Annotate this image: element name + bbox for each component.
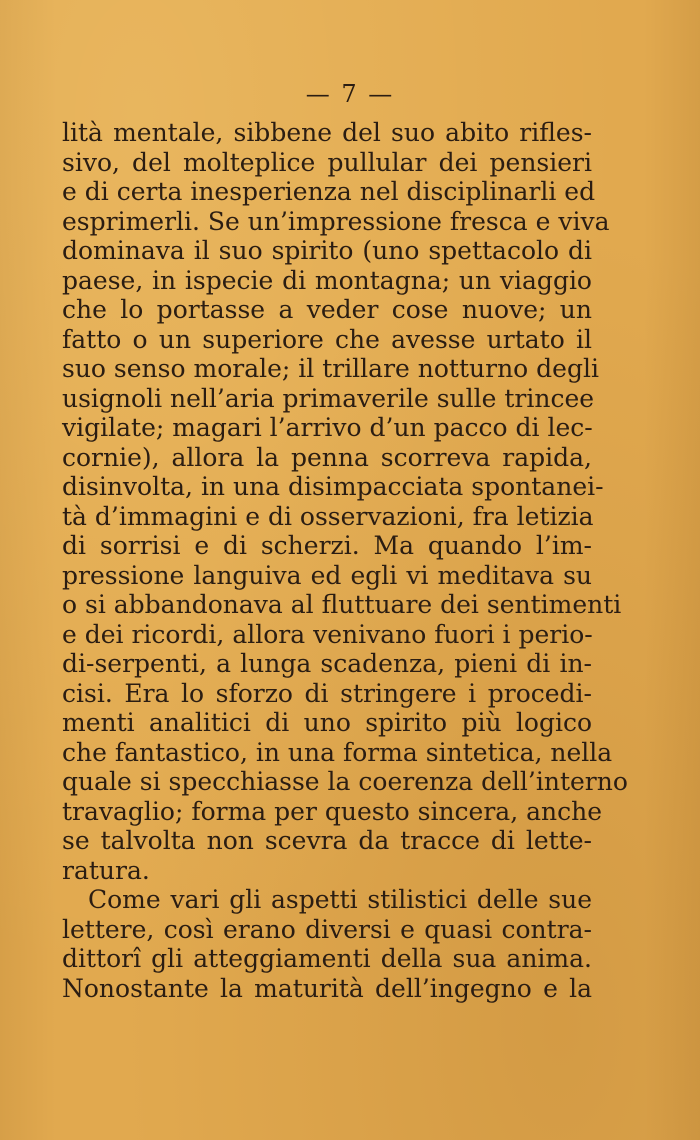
paragraph-end-line: ratura. [62, 855, 150, 885]
text-line: quale si specchiasse la coerenza dell’interno [62, 767, 628, 796]
text-line: fatto o un superiore che avesse urtato il [62, 324, 592, 354]
text-line: usignoli nell’aria primaverile sulle trincee [62, 383, 595, 413]
text-line: e dei ricordi, allora venivano fuori i perio- [62, 619, 593, 649]
text-line: esprimerli. Se un’impressione fresca e viva [62, 206, 610, 236]
text-line: che lo portasse a veder cose nuove; un [62, 295, 592, 324]
text-line: vigilate; magari l’arrivo d’un pacco di lec- [62, 413, 593, 442]
text-line: suo senso morale; il trillare notturno degli [62, 354, 599, 383]
text-line: di-serpenti, a lunga scadenza, pieni di in- [62, 649, 592, 678]
text-line: che fantastico, in una forma sintetica, nella [62, 737, 613, 767]
text-line: o si abbandonava al fluttuare dei sentimenti [62, 590, 622, 619]
text-line: cornie), allora la penna scorreva rapida, [62, 442, 592, 472]
body-text [62, 118, 628, 1003]
text-line: dominava il suo spirito (uno spettacolo di [62, 236, 592, 265]
text-line: lità mentale, sibbene del suo abito rifles- [62, 118, 592, 147]
text-line: travaglio; forma per questo sincera, anche [62, 796, 603, 826]
text-line: lettere, così erano diversi e quasi contra- [62, 914, 592, 944]
text-line: pressione languiva ed egli vi meditava su [62, 560, 592, 590]
text-line: e di certa inesperienza nel disciplinarli ed [62, 177, 596, 206]
text-line: sivo, del molteplice pullular dei pensieri [62, 147, 592, 177]
text-line: menti analitici di uno spirito più logico [62, 708, 592, 737]
page-number: — 7 — [305, 80, 395, 108]
paragraph-start-line: Come vari gli aspetti stilistici delle sue [88, 885, 592, 914]
text-line: tà d’immagini e di osservazioni, fra letizia [62, 501, 594, 531]
text-line: Nonostante la maturità dell’ingegno e la [62, 973, 592, 1003]
text-line: cisi. Era lo sforzo di stringere i procedi- [62, 678, 592, 708]
text-line: paese, in ispecie di montagna; un viaggio [62, 265, 592, 295]
text-line: dittorî gli atteggiamenti della sua anima. [62, 944, 592, 973]
text-line: di sorrisi e di scherzi. Ma quando l’im- [62, 531, 592, 560]
text-line: se talvolta non scevra da tracce di lette- [62, 826, 592, 855]
text-line: disinvolta, in una disimpacciata spontanei- [62, 472, 604, 501]
